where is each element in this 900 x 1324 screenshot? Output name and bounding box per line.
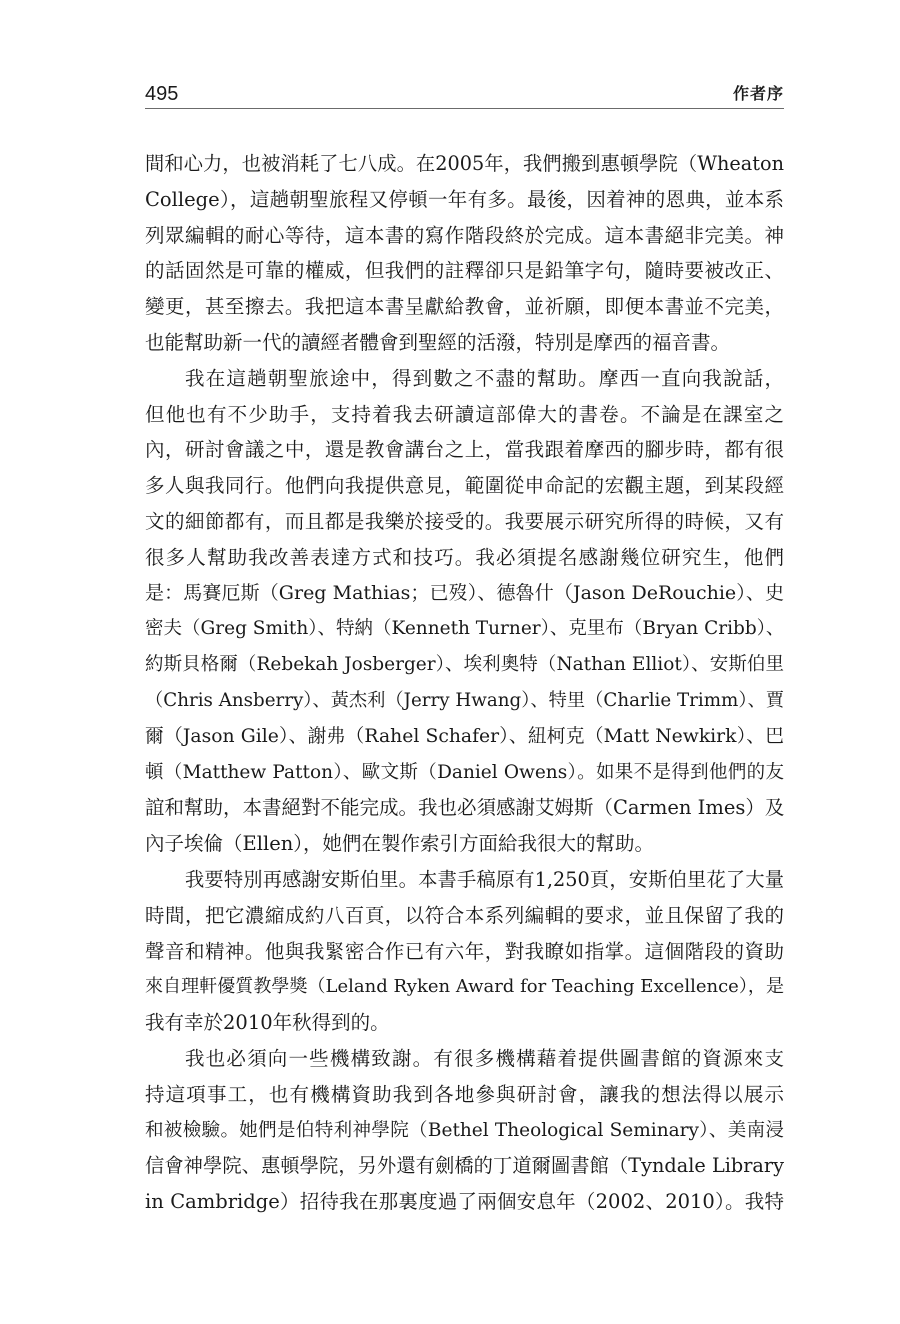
page-header bbox=[145, 80, 784, 109]
text-line: 我在這趟朝聖旅途中，得到數之不盡的幫助。摩西一直向我說話， bbox=[185, 366, 784, 390]
paragraph bbox=[145, 361, 784, 862]
paragraph bbox=[145, 146, 784, 361]
text-line: 列眾編輯的耐心等待，這本書的寫作階段終於完成。這本書絕非完美。神 bbox=[145, 223, 784, 247]
text-line: 和被檢驗。她們是伯特利神學院（Bethel Theological Seminary）、美南浸 bbox=[145, 1119, 784, 1141]
text-line: 我要特別再感謝安斯伯里。本書手稿原有1,250頁，安斯伯里花了大量 bbox=[185, 867, 784, 891]
text-line: （Chris Ansberry）、黃杰利（Jerry Hwang）、特里（Charlie Trimm）、賈 bbox=[145, 689, 784, 711]
text-line: 信會神學院、惠頓學院，另外還有劍橋的丁道爾圖書館（Tyndale Library bbox=[145, 1154, 784, 1178]
text-line: 也能幫助新一代的讀經者體會到聖經的活潑，特別是摩西的福音書。 bbox=[145, 330, 731, 354]
paragraph bbox=[145, 862, 784, 1041]
text-line: in Cambridge）招待我在那裏度過了兩個安息年（2002、2010）。我特 bbox=[145, 1190, 784, 1214]
text-line: 我有幸於2010年秋得到的。 bbox=[145, 1011, 390, 1035]
text-line: 是：馬賽厄斯（Greg Mathias；已歿）、德魯什（Jason DeRouchie）、史 bbox=[145, 581, 784, 604]
page-number: 495 bbox=[145, 83, 179, 105]
text-line: 很多人幫助我改善表達方式和技巧。我必須提名感謝幾位研究生，他們 bbox=[145, 545, 784, 569]
body-text bbox=[145, 146, 784, 1220]
text-line: 聲音和精神。他與我緊密合作已有六年，對我瞭如指掌。這個階段的資助 bbox=[145, 939, 784, 963]
text-line: 來自理軒優質教學獎（Leland Ryken Award for Teaching Excellence），是 bbox=[145, 976, 784, 998]
text-line: 內子埃倫（Ellen），她們在製作索引方面給我很大的幫助。 bbox=[145, 832, 655, 856]
text-line: 但他也有不少助手，支持着我去研讀這部偉大的書卷。不論是在課室之 bbox=[145, 402, 784, 426]
text-line: 頓（Matthew Patton）、歐文斯（Daniel Owens）。如果不是得到他們的友 bbox=[145, 761, 784, 783]
text-line: 誼和幫助，本書絕對不能完成。我也必須感謝艾姆斯（Carmen Imes）及 bbox=[145, 796, 785, 820]
text-line: 持這項事工，也有機構資助我到各地參與研討會，讓我的想法得以展示 bbox=[145, 1082, 784, 1106]
text-line: 變更，甚至擦去。我把這本書呈獻給教會，並祈願，即便本書並不完美， bbox=[145, 295, 784, 319]
running-title: 作者序 bbox=[732, 84, 784, 103]
text-line: 約斯貝格爾（Rebekah Josberger）、埃利奧特（Nathan Elliot）、安斯伯里 bbox=[145, 654, 784, 676]
text-line: 的話固然是可靠的權威，但我們的註釋卻只是鉛筆字句，隨時要被改正、 bbox=[145, 259, 784, 283]
text-line: College），這趟朝聖旅程又停頓一年有多。最後，因着神的恩典，並本系 bbox=[145, 187, 784, 211]
text-line: 多人與我同行。他們向我提供意見，範圍從申命記的宏觀主題，到某段經 bbox=[145, 474, 784, 498]
text-line: 我也必須向一些機構致謝。有很多機構藉着提供圖書館的資源來支 bbox=[185, 1046, 784, 1070]
paragraph bbox=[145, 1041, 784, 1220]
text-line: 文的細節都有，而且都是我樂於接受的。我要展示研究所得的時候，又有 bbox=[145, 509, 784, 533]
text-line: 時間，把它濃縮成約八百頁，以符合本系列編輯的要求，並且保留了我的 bbox=[145, 903, 784, 927]
text-line: 間和心力，也被消耗了七八成。在2005年，我們搬到惠頓學院（Wheaton bbox=[145, 152, 784, 175]
text-line: 密夫（Greg Smith）、特納（Kenneth Turner）、克里布（Bryan Cribb）、 bbox=[145, 618, 785, 640]
text-line: 內，研討會議之中，還是教會講台之上，當我跟着摩西的腳步時，都有很 bbox=[145, 438, 784, 462]
text-line: 爾（Jason Gile）、謝弗（Rahel Schafer）、紐柯克（Matt Newkirk）、巴 bbox=[145, 725, 784, 747]
